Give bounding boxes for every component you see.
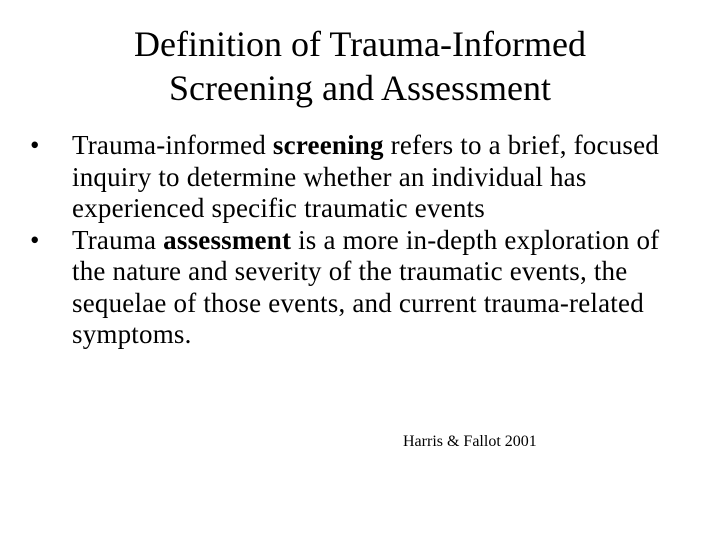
bullet-text-after: is a more in-depth exploration of the nature and severity of the traumatic events, the sequelae of those events, and current trauma-related symptoms. xyxy=(72,224,660,349)
bullet-emphasis-screening: screening xyxy=(272,130,384,160)
bullet-text-before: Trauma-informed xyxy=(72,130,273,160)
bullet-text-before: Trauma xyxy=(72,224,164,255)
slide-title-line-2: Screening and Assessment xyxy=(169,68,551,108)
slide-title xyxy=(40,22,680,110)
bullet-emphasis-assessment: assessment xyxy=(163,224,292,255)
bullet-item-screening xyxy=(30,130,682,225)
bullet-marker: • xyxy=(30,224,40,255)
bullet-text-after: refers to a brief, focused inquiry to determine whether an individual has experienced specific traumatic events xyxy=(72,130,659,223)
bullet-list xyxy=(0,130,720,351)
bullet-text-assessment xyxy=(72,225,659,350)
bullet-text-screening xyxy=(72,130,659,223)
slide-title-line-1: Definition of Trauma-Informed xyxy=(134,24,586,64)
bullet-item-assessment xyxy=(30,224,682,351)
citation: Harris & Fallot 2001 xyxy=(403,433,537,450)
bullet-marker: • xyxy=(30,130,40,160)
